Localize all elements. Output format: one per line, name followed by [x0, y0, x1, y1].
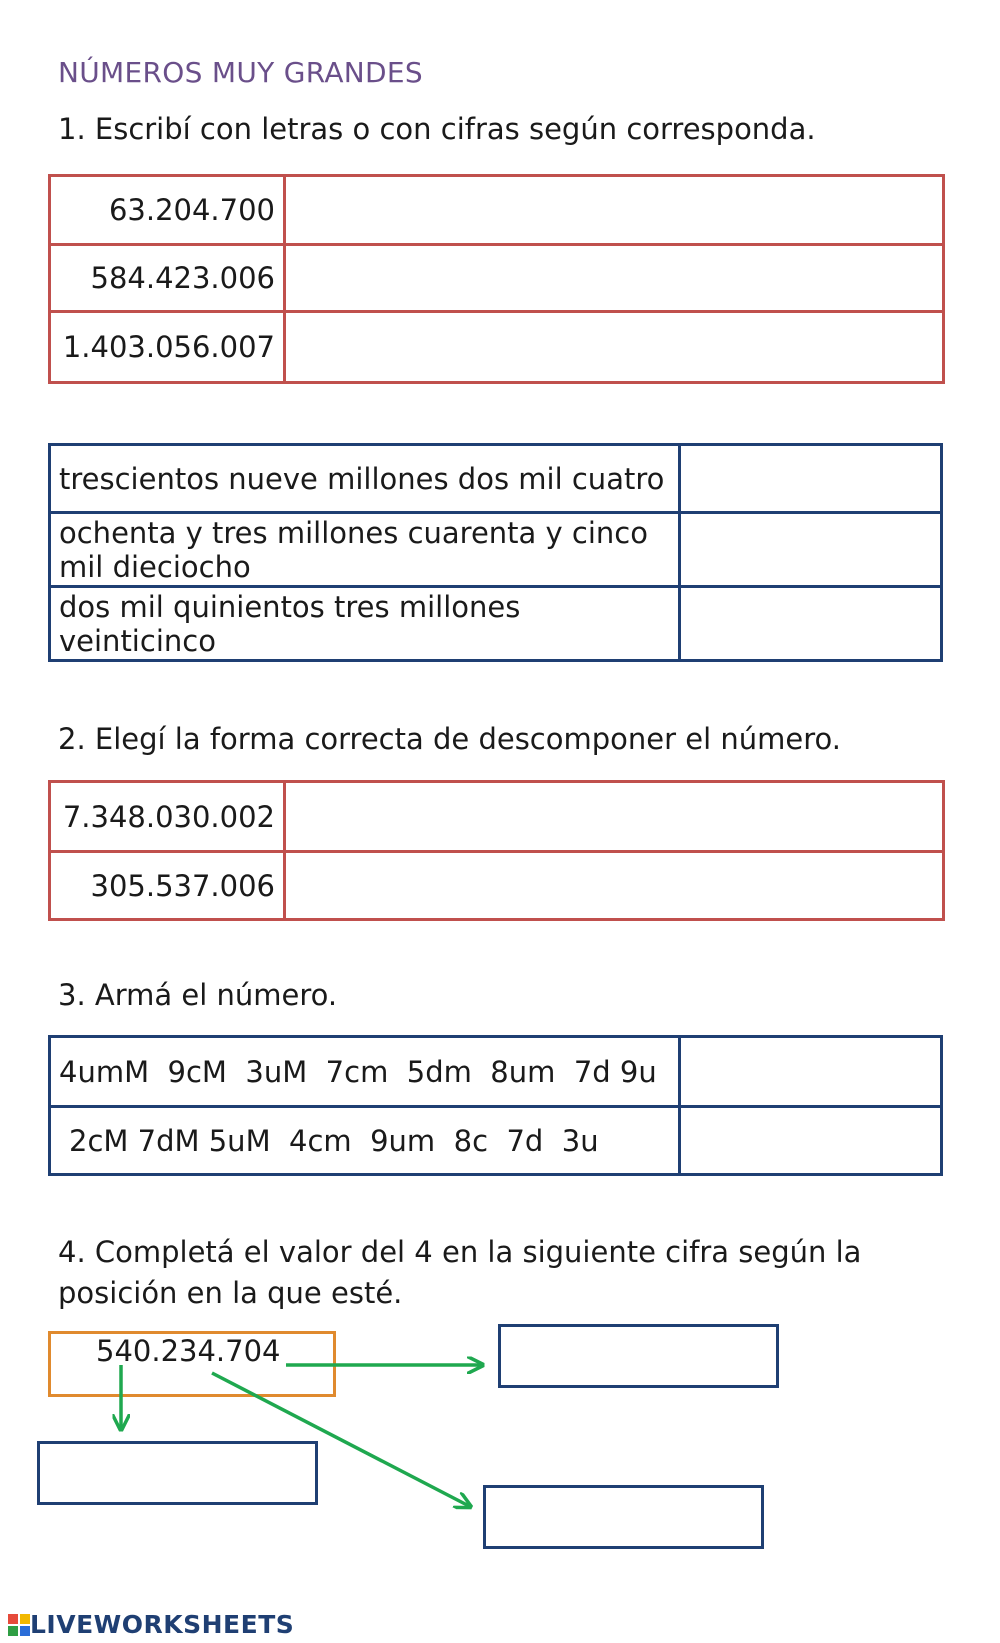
number-cell: 1.403.056.007	[50, 312, 285, 383]
question-2-prompt: 2. Elegí la forma correcta de descomponer el número.	[58, 722, 841, 756]
question-3-prompt: 3. Armá el número.	[58, 978, 338, 1012]
number-cell: 584.423.006	[50, 245, 285, 312]
words-cell: trescientos nueve millones dos mil cuatro	[50, 445, 680, 513]
question-1-prompt: 1. Escribí con letras o con cifras según corresponda.	[58, 112, 816, 146]
liveworksheets-logo	[8, 1610, 294, 1639]
arrow-to-bottom-box	[212, 1373, 469, 1506]
number-cell: 63.204.700	[50, 176, 285, 245]
words-cell: dos mil quinientos tres millones veinticinco	[50, 587, 680, 661]
page-title: NÚMEROS MUY GRANDES	[58, 56, 423, 89]
question-4-prompt: 4. Completá el valor del 4 en la siguiente cifra según la posición en la que esté.	[58, 1235, 862, 1310]
number-cell: 305.537.006	[50, 852, 285, 920]
logo-text: LIVEWORKSHEETS	[30, 1610, 295, 1639]
given-number: 540.234.704	[96, 1334, 281, 1368]
units-cell: 2cM 7dM 5uM 4cm 9um 8c 7d 3u	[50, 1107, 680, 1175]
units-cell: 4umM 9cM 3uM 7cm 5dm 8um 7d 9u	[50, 1037, 680, 1107]
words-cell: ochenta y tres millones cuarenta y cinco mil dieciocho	[50, 513, 680, 587]
logo-icon	[8, 1614, 30, 1636]
number-cell: 7.348.030.002	[50, 782, 285, 852]
